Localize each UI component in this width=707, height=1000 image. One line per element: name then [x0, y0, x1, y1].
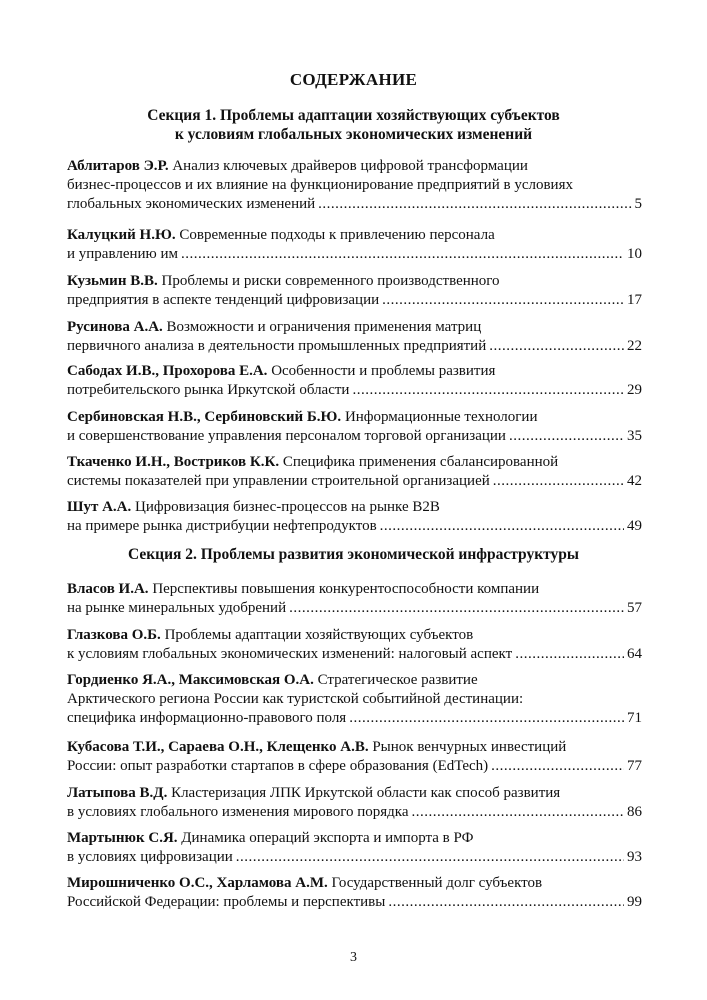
entry-title-start: Особенности и проблемы развития: [271, 363, 496, 379]
entry-first-line: [67, 408, 642, 427]
entry-title-start: Цифровизация бизнес-процессов на рынке B2B: [135, 499, 440, 515]
entry-title-end: к условиям глобальных экономических изменений: налоговый аспект: [67, 646, 513, 662]
entry-first-line: [67, 738, 642, 757]
entry-title-end: первичного анализа в деятельности промышленных предприятий: [67, 338, 487, 354]
entry-authors: Власов И.А.: [67, 581, 149, 597]
toc-entry[interactable]: [67, 580, 642, 618]
entry-first-line: [67, 784, 642, 803]
dot-leader: [493, 472, 624, 491]
entry-title-start: Современные подходы к привлечению персонала: [179, 227, 495, 243]
entry-page-number[interactable]: 42: [627, 473, 642, 489]
dot-leader: [388, 893, 624, 912]
entry-first-line: [67, 874, 642, 893]
section-title-line: Секция 1. Проблемы адаптации хозяйствующих субъектов: [147, 107, 560, 124]
toc-entry[interactable]: [67, 874, 642, 912]
entry-last-line: [67, 381, 642, 400]
entry-title-end: системы показателей при управлении строительной организацией: [67, 473, 490, 489]
entry-first-line: [67, 671, 642, 690]
toc-entry[interactable]: [67, 318, 642, 356]
entry-page-number[interactable]: 17: [627, 292, 642, 308]
entry-first-line: [67, 829, 642, 848]
entry-first-line: [67, 580, 642, 599]
entry-last-line: [67, 517, 642, 536]
entry-last-line: [67, 709, 642, 728]
entry-first-line: [67, 226, 642, 245]
entry-last-line: [67, 472, 642, 491]
dot-leader: [515, 645, 624, 664]
entry-page-number[interactable]: 5: [634, 196, 642, 212]
entry-title-start: Государственный долг субъектов: [331, 875, 543, 891]
entry-page-number[interactable]: 10: [627, 246, 642, 262]
section-title: [70, 545, 637, 564]
section-title-line: Секция 2. Проблемы развития экономической инфраструктуры: [127, 546, 580, 563]
entry-title-line: Арктического региона России как туристской событийной дестинации:: [67, 691, 524, 707]
toc-entry[interactable]: [67, 272, 642, 310]
entry-title-end: России: опыт разработки стартапов в сфере образования (EdTech): [67, 758, 489, 774]
entry-title-start: Проблемы и риски современного производственного: [161, 273, 500, 289]
entry-first-line: [67, 498, 642, 517]
dot-leader: [509, 427, 624, 446]
entry-title-end: и управлению им: [67, 246, 179, 262]
entry-title-start: Специфика применения сбалансированной: [282, 454, 559, 470]
entry-title-start: Перспективы повышения конкурентоспособности компании: [152, 581, 540, 597]
entry-page-number[interactable]: 93: [627, 849, 642, 865]
toc-entry[interactable]: [67, 226, 642, 264]
entry-title-start: Кластеризация ЛПК Иркутской области как способ развития: [171, 785, 561, 801]
toc-entry[interactable]: [67, 498, 642, 536]
entry-first-line: [67, 362, 642, 381]
entry-title-end: в условиях цифровизации: [67, 849, 233, 865]
entry-authors: Аблитаров Э.Р.: [67, 158, 169, 174]
entry-title-start: Анализ ключевых драйверов цифровой трансформации: [172, 158, 528, 174]
entry-title-end: потребительского рынка Иркутской области: [67, 382, 350, 398]
entry-last-line: [67, 893, 642, 912]
entry-title-start: Информационные технологии: [344, 409, 538, 425]
entry-authors: Калуцкий Н.Ю.: [67, 227, 176, 243]
dot-leader: [289, 599, 624, 618]
dot-leader: [382, 291, 624, 310]
dot-leader: [181, 245, 624, 264]
entry-page-number[interactable]: 22: [627, 338, 642, 354]
entry-authors: Мирошниченко О.С., Харламова А.М.: [67, 875, 328, 891]
entry-last-line: [67, 645, 642, 664]
entry-first-line: [67, 272, 642, 291]
dot-leader: [318, 195, 631, 214]
entry-page-number[interactable]: 77: [627, 758, 642, 774]
entry-first-line: [67, 453, 642, 472]
entry-title-start: Рынок венчурных инвестиций: [372, 739, 567, 755]
entry-first-line: [67, 318, 642, 337]
entry-page-number[interactable]: 99: [627, 894, 642, 910]
toc-entry[interactable]: [67, 362, 642, 400]
section-title: [70, 106, 637, 144]
page-title: СОДЕРЖАНИЕ: [289, 70, 418, 89]
dot-leader: [380, 517, 624, 536]
toc-entry[interactable]: [67, 738, 642, 776]
entry-last-line: [67, 245, 642, 264]
toc-entry[interactable]: [67, 408, 642, 446]
entry-first-line: [67, 626, 642, 645]
entry-last-line: [67, 427, 642, 446]
entry-authors: Гордиенко Я.А., Максимовская О.А.: [67, 672, 314, 688]
entry-title-end: в условиях глобального изменения мирового порядка: [67, 804, 409, 820]
dot-leader: [352, 381, 624, 400]
entry-title-end: на примере рынка дистрибуции нефтепродуктов: [67, 518, 377, 534]
entry-title-end: и совершенствование управления персоналом торговой организации: [67, 428, 506, 444]
entry-authors: Глазкова О.Б.: [67, 627, 161, 643]
entry-title-end: на рынке минеральных удобрений: [67, 600, 287, 616]
dot-leader: [236, 848, 624, 867]
entry-last-line: [67, 803, 642, 822]
section-title-line: к условиям глобальных экономических изменений: [174, 126, 533, 143]
toc-entry[interactable]: [67, 671, 642, 728]
entry-page-number[interactable]: 64: [627, 646, 642, 662]
entry-title-end: Российской Федерации: проблемы и перспективы: [67, 894, 386, 910]
entry-first-line: [67, 157, 642, 176]
entry-last-line: [67, 599, 642, 618]
entry-title-end: предприятия в аспекте тенденций цифровизации: [67, 292, 380, 308]
dot-leader: [489, 337, 624, 356]
entry-page-number[interactable]: 86: [627, 804, 642, 820]
entry-title-end: специфика информационно-правового поля: [67, 710, 347, 726]
entry-title-start: Динамика операций экспорта и импорта в РФ: [181, 830, 474, 846]
entry-page-number[interactable]: 57: [627, 600, 642, 616]
entry-page-number[interactable]: 35: [627, 428, 642, 444]
dot-leader: [491, 757, 624, 776]
entry-last-line: [67, 848, 642, 867]
entry-authors: Русинова А.А.: [67, 319, 163, 335]
entry-page-number[interactable]: 71: [627, 710, 642, 726]
entry-authors: Сербиновская Н.В., Сербиновский Б.Ю.: [67, 409, 342, 425]
dot-leader: [412, 803, 625, 822]
page-number: 3: [350, 950, 357, 965]
entry-last-line: [67, 337, 642, 356]
toc-entry[interactable]: [67, 626, 642, 664]
entry-authors: Кузьмин В.В.: [67, 273, 158, 289]
entry-last-line: [67, 757, 642, 776]
toc-entry[interactable]: [67, 157, 642, 214]
entry-title-start: Возможности и ограничения применения матриц: [166, 319, 482, 335]
toc-entry[interactable]: [67, 453, 642, 491]
entry-authors: Шут А.А.: [67, 499, 132, 515]
entry-authors: Латыпова В.Д.: [67, 785, 168, 801]
entry-page-number[interactable]: 49: [627, 518, 642, 534]
dot-leader: [349, 709, 624, 728]
entry-title-start: Стратегическое развитие: [317, 672, 478, 688]
entry-authors: Мартынюк С.Я.: [67, 830, 178, 846]
entry-authors: Кубасова Т.И., Сараева О.Н., Клещенко А.В.: [67, 739, 369, 755]
entry-last-line: [67, 291, 642, 310]
entry-title-end: глобальных экономических изменений: [67, 196, 316, 212]
entry-last-line: [67, 195, 642, 214]
toc-entry[interactable]: [67, 829, 642, 867]
entry-title-line: бизнес-процессов и их влияние на функционирование предприятий в условиях: [67, 177, 573, 193]
toc-entry[interactable]: [67, 784, 642, 822]
entry-authors: Сабодах И.В., Прохорова Е.А.: [67, 363, 268, 379]
entry-page-number[interactable]: 29: [627, 382, 642, 398]
entry-title-start: Проблемы адаптации хозяйствующих субъектов: [164, 627, 474, 643]
entry-authors: Ткаченко И.Н., Востриков К.К.: [67, 454, 280, 470]
